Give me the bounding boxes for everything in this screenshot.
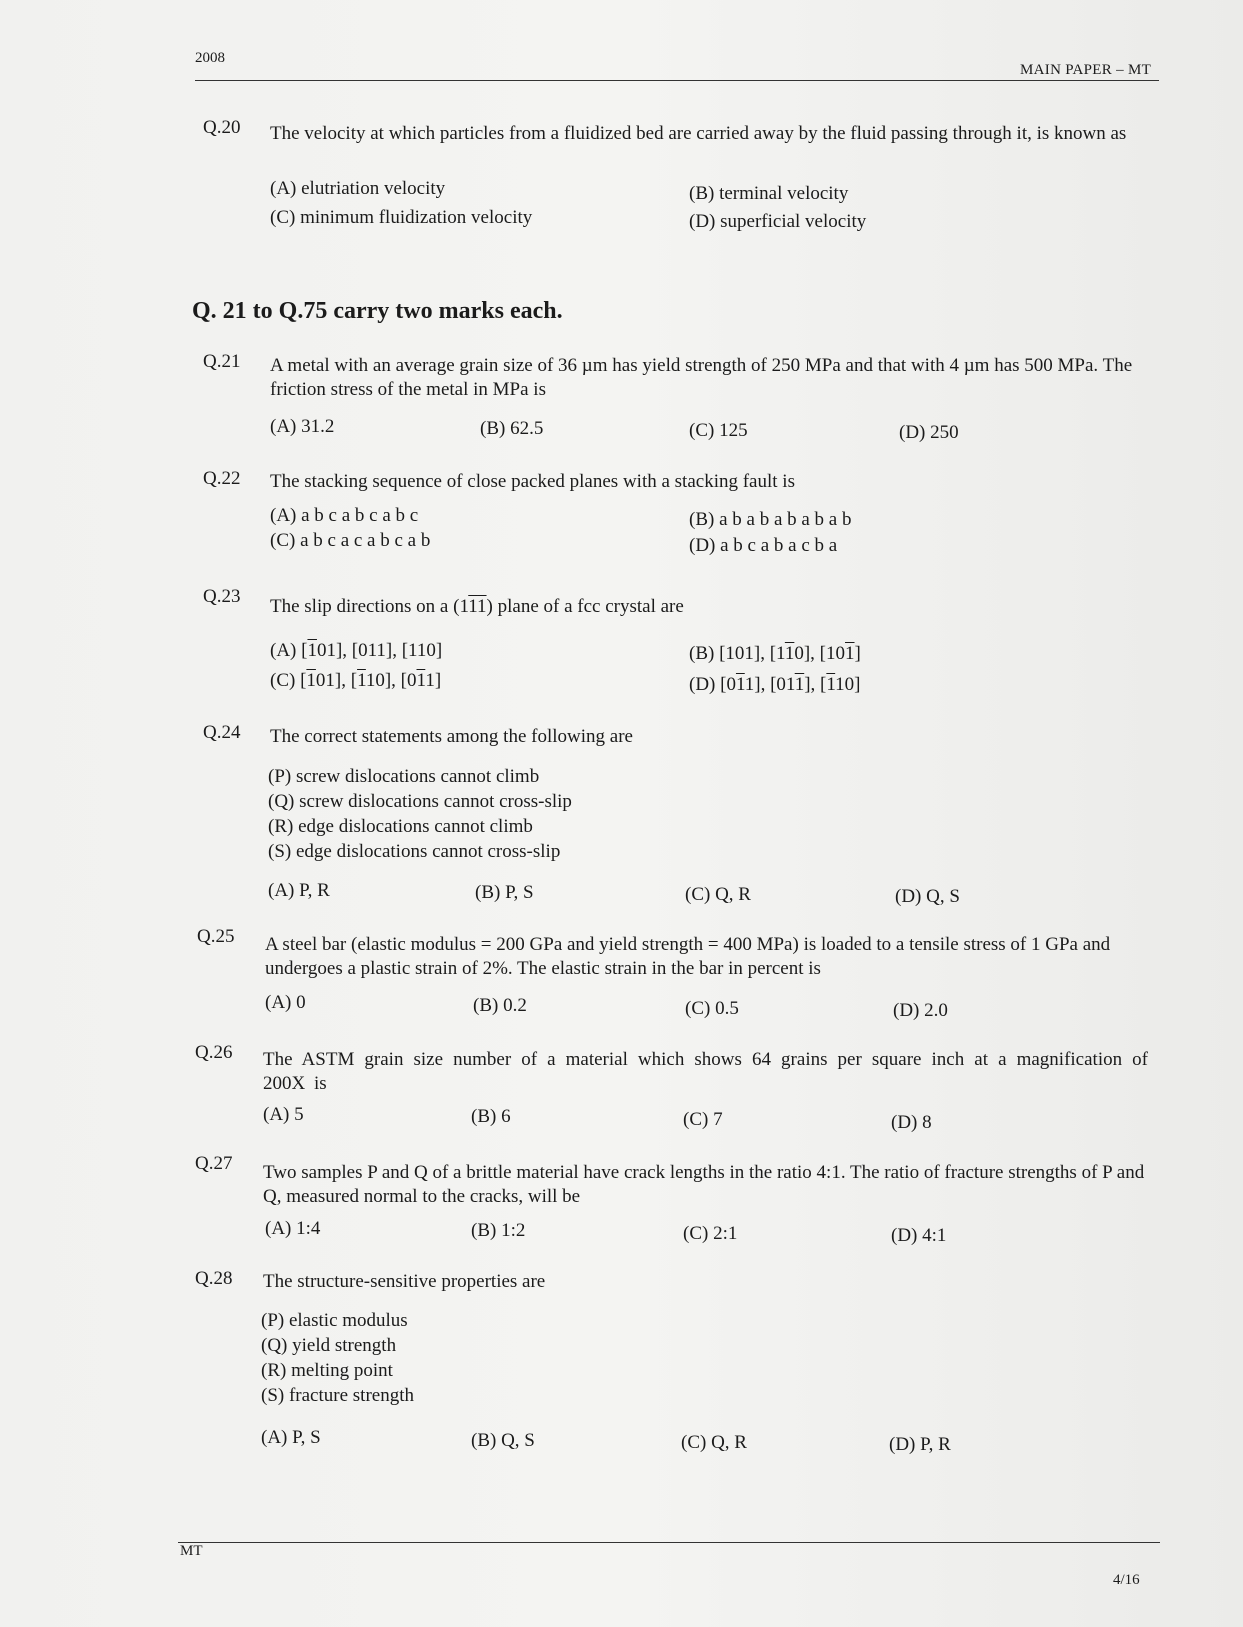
option-c: (C) minimum fluidization velocity — [270, 207, 533, 228]
option-b: (B) 0.2 — [473, 995, 527, 1016]
question-number: Q.20 — [203, 117, 241, 138]
option-a: (A) P, S — [261, 1427, 321, 1448]
option-b: (B) Q, S — [471, 1430, 535, 1451]
statement-s: (S) edge dislocations cannot cross-slip — [268, 841, 561, 862]
option-c: (C) 0.5 — [685, 998, 739, 1019]
option-c: (C) 7 — [683, 1109, 723, 1130]
question-number: Q.22 — [203, 468, 241, 489]
question-number: Q.21 — [203, 351, 241, 372]
question-number: Q.26 — [195, 1042, 233, 1063]
option-d: (D) P, R — [889, 1434, 951, 1455]
option-a: (A) 5 — [263, 1104, 304, 1125]
statement-q: (Q) yield strength — [261, 1335, 397, 1356]
question-number: Q.28 — [195, 1268, 233, 1289]
header-paper-title: MAIN PAPER – MT — [1020, 62, 1152, 78]
option-b: (B) terminal velocity — [689, 183, 849, 204]
question-text: The correct statements among the following are — [270, 726, 633, 747]
option-d: (D) a b c a b a c b a — [689, 535, 838, 556]
option-a: (A) P, R — [268, 880, 330, 901]
question-text-start: The slip directions on a ( — [270, 596, 460, 617]
option-c: (C) [101], [110], [011] — [270, 670, 442, 691]
section-heading: Q. 21 to Q.75 carry two marks each. — [192, 298, 563, 324]
question-text: The structure-sensitive properties are — [263, 1271, 546, 1292]
option-d: (D) superficial velocity — [689, 211, 867, 232]
option-d: (D) 4:1 — [891, 1225, 947, 1246]
statement-q: (Q) screw dislocations cannot cross-slip — [268, 791, 572, 812]
option-b: (B) 6 — [471, 1106, 511, 1127]
question-text: The stacking sequence of close packed planes with a stacking fault is — [270, 471, 795, 492]
option-d: (D) 2.0 — [893, 1000, 948, 1021]
question-number: Q.25 — [197, 926, 235, 947]
question-number: Q.24 — [203, 722, 241, 743]
statement-r: (R) melting point — [261, 1360, 393, 1381]
option-d: (D) 8 — [891, 1112, 932, 1133]
option-a: (A) [101], [011], [110] — [270, 640, 443, 661]
question-number: Q.27 — [195, 1153, 233, 1174]
statement-s: (S) fracture strength — [261, 1385, 414, 1406]
option-c: (C) Q, R — [681, 1432, 747, 1453]
option-c: (C) a b c a c a b c a b — [270, 530, 431, 551]
option-b: (B) a b a b a b a b a b — [689, 509, 852, 530]
option-a: (A) 31.2 — [270, 416, 335, 437]
question-number: Q.23 — [203, 586, 241, 607]
footer-code: MT — [180, 1543, 203, 1559]
option-d: (D) Q, S — [895, 886, 960, 907]
option-b: (B) [101], [110], [101] — [689, 643, 861, 664]
plane-indices: 111 — [459, 596, 487, 617]
header-divider — [195, 80, 1159, 81]
header-year: 2008 — [195, 50, 225, 66]
question-text — [270, 594, 684, 619]
footer-divider — [178, 1542, 1160, 1543]
statement-r: (R) edge dislocations cannot climb — [268, 816, 533, 837]
question-text: A metal with an average grain size of 36 µm has yield strength of 250 MPa and that with 4 µm has 500 MPa. The friction stress of the metal in MPa is — [270, 355, 1133, 400]
option-a: (A) 0 — [265, 992, 306, 1013]
option-b: (B) 62.5 — [480, 418, 544, 439]
option-a: (A) 1:4 — [265, 1218, 321, 1239]
option-c: (C) 2:1 — [683, 1223, 738, 1244]
option-b: (B) P, S — [475, 882, 534, 903]
question-text: The ASTM grain size number of a material which shows 64 grains per square inch at a magnification of 200X is — [263, 1049, 1148, 1094]
option-d: (D) 250 — [899, 422, 959, 443]
question-text: Two samples P and Q of a brittle material have crack lengths in the ratio 4:1. The ratio of fracture strengths of P and Q, measured normal to the cracks, will be — [263, 1162, 1145, 1207]
page-number: 4/16 — [1113, 1572, 1140, 1588]
option-c: (C) 125 — [689, 420, 748, 441]
option-a: (A) a b c a b c a b c — [270, 505, 419, 526]
option-b: (B) 1:2 — [471, 1220, 526, 1241]
option-d: (D) [011], [011], [110] — [689, 674, 861, 695]
statement-p: (P) screw dislocations cannot climb — [268, 766, 540, 787]
option-a: (A) elutriation velocity — [270, 178, 446, 199]
question-text: A steel bar (elastic modulus = 200 GPa and yield strength = 400 MPa) is loaded to a tensile stress of 1 GPa and undergoes a plastic strain of 2%. The elastic strain in the bar in percent is — [265, 934, 1111, 979]
statement-p: (P) elastic modulus — [261, 1310, 408, 1331]
option-c: (C) Q, R — [685, 884, 751, 905]
question-text: The velocity at which particles from a fluidized bed are carried away by the fluid passing through it, is known as — [270, 123, 1127, 144]
question-text-end: ) plane of a fcc crystal are — [486, 596, 684, 617]
